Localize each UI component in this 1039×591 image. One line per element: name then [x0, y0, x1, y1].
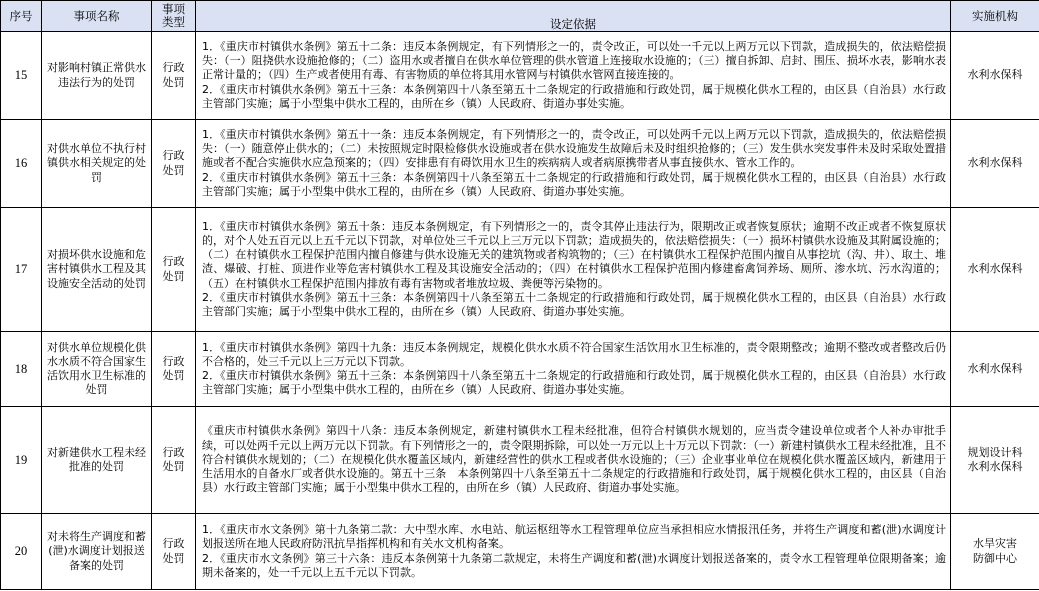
basis-paragraph: 2．《重庆市水文条例》第三十六条：违反本条例第十九条第二款规定，未将生产调度和蓄(泄)水调度计划报送备案的，责令水工程管理单位限期备案；逾期未备案的，处一千元以上五千元以下罚款。 — [202, 551, 946, 579]
row-item-type: 行政处罚 — [152, 120, 196, 208]
basis-paragraph: 《重庆市村镇供水条例》第四十八条：违反本条例规定，新建村镇供水工程未经批准，但符合村镇供水规划的，应当责令建设单位或者个人补办审批手续，可以处两千元以上两万元以下罚款。有下列情形之一的，责令限期拆除，可以处一万元以上十万元以下罚款：（一）新建村镇供水工程未经批准，且不符合村镇供水规划的；（二）在规模化供水覆盖区域内，新建经营性的供水工程或者供水设施的；（三）企业事业单位在规模化供水覆盖区域内，新建用于生活用水的自备水厂或者供水设施的。第五十三条 本条例第四十八条至第五十二条规定的行政措施和行政处罚，属于规模化供水工程的，由区县（自治县）水行政主管部门实施；属于小型集中供水工程的，由所在乡（镇）人民政府、街道办事处实施。 — [202, 424, 946, 495]
table-row — [1, 32, 1039, 120]
basis-paragraph: 1．《重庆市村镇供水条例》第五十条：违反本条例规定，有下列情形之一的，责令其停止违法行为，限期改正或者恢复原状；逾期不改正或者不恢复原状的，对个人处五百元以上五千元以下罚款，对单位处三千元以上三万元以下罚款；造成损失的，依法赔偿损失：（一）损坏村镇供水设施及其附属设施的；（二）在村镇供水工程保护范围内擅自修建与供水设施无关的建筑物或者构筑物的；（三）在村镇供水工程保护范围内擅自从事挖坑（沟、井）、取土、堆渣、爆破、打桩、顶进作业等危害村镇供水工程及其设施安全活动的；（四）在村镇供水工程保护范围内修建畜禽饲养场、厕所、渗水坑、污水沟道的；（五）在村镇供水工程保护范围内排放有毒有害物或者堆放垃圾、粪便等污染物的。 — [202, 219, 946, 290]
row-seq: 18 — [1, 332, 42, 407]
row-item-name: 对供水单位不执行村镇供水相关规定的处罚 — [42, 120, 152, 208]
row-basis — [196, 514, 951, 590]
row-agency: 水利水保科 — [951, 332, 1039, 407]
basis-paragraph: 1．《重庆市村镇供水条例》第五十二条：违反本条例规定，有下列情形之一的，责令改正，可以处一千元以上两万元以下罚款，造成损失的，依法赔偿损失：（一）阻挠供水设施抢修的；（二）盗用水或者擅自在供水单位管理的供水管道上连接取水设施的；（三）擅自拆卸、启封、围压、损坏水表，影响水表正常计量的；（四）生产或者使用有毒、有害物质的单位将其用水管网与村镇供水管网直接连接的。 — [202, 39, 946, 82]
table-row — [1, 208, 1039, 332]
basis-paragraph: 2．《重庆市村镇供水条例》第五十三条：本条例第四十八条至第五十二条规定的行政措施和行政处罚，属于规模化供水工程的，由区县（自治县）水行政主管部门实施；属于小型集中供水工程的，由所在乡（镇）人民政府、街道办事处实施。 — [202, 290, 946, 318]
header-seq: 序号 — [1, 1, 42, 32]
row-item-type: 行政处罚 — [152, 514, 196, 590]
row-basis — [196, 407, 951, 514]
row-item-name: 对损坏供水设施和危害村镇供水工程及其设施安全活动的处罚 — [42, 208, 152, 332]
row-basis — [196, 120, 951, 208]
basis-paragraph: 2．《重庆市村镇供水条例》第五十三条：本条例第四十八条至第五十二条规定的行政措施和行政处罚，属于规模化供水工程的，由区县（自治县）水行政主管部门实施；属于小型集中供水工程的，由所在乡（镇）人民政府、街道办事处实施。 — [202, 82, 946, 110]
row-seq: 17 — [1, 208, 42, 332]
table-row — [1, 120, 1039, 208]
row-item-type: 行政处罚 — [152, 208, 196, 332]
table-row — [1, 514, 1039, 590]
row-seq: 16 — [1, 120, 42, 208]
row-agency: 规划设计科 水利水保科 — [951, 407, 1039, 514]
basis-paragraph: 1．《重庆市村镇供水条例》第五十一条：违反本条例规定，有下列情形之一的，责令改正，可以处两千元以上两万元以下罚款，造成损失的，依法赔偿损失：（一）随意停止供水的；（二）未按照规定时限检修供水设施或者在供水设施发生故障后未及时组织抢修的；（三）发生供水突发事件未及时采取处置措施或者不配合实施供水应急预案的；（四）安排患有有碍饮用水卫生的疾病病人或者病原携带者从事直接供水、管水工作的。 — [202, 127, 946, 170]
basis-paragraph: 2．《重庆市村镇供水条例》第五十三条：本条例第四十八条至第五十二条规定的行政措施和行政处罚，属于规模化供水工程的，由区县（自治县）水行政主管部门实施；属于小型集中供水工程的，由所在乡（镇）人民政府、街道办事处实施。 — [202, 369, 946, 397]
row-item-type: 行政处罚 — [152, 32, 196, 120]
row-seq: 15 — [1, 32, 42, 120]
header-item-type: 事项类型 — [152, 1, 196, 32]
row-basis — [196, 332, 951, 407]
row-seq: 19 — [1, 407, 42, 514]
row-agency: 水利水保科 — [951, 208, 1039, 332]
row-item-type: 行政处罚 — [152, 332, 196, 407]
table-row — [1, 407, 1039, 514]
basis-paragraph: 2．《重庆市村镇供水条例》第五十三条：本条例第四十八条至第五十二条规定的行政措施和行政处罚，属于规模化供水工程的，由区县（自治县）水行政主管部门实施；属于小型集中供水工程的，由所在乡（镇）人民政府、街道办事处实施。 — [202, 170, 946, 198]
row-item-name: 对未将生产调度和蓄(泄)水调度计划报送备案的处罚 — [42, 514, 152, 590]
row-agency: 水利水保科 — [951, 32, 1039, 120]
basis-paragraph: 1．《重庆市水文条例》第十九条第二款：大中型水库、水电站、航运枢纽等水工程管理单位应当承担相应水情报汛任务，并将生产调度和蓄(泄)水调度计划报送所在地人民政府防汛抗旱指挥机构和有关水文机构备案。 — [202, 523, 946, 551]
header-agency: 实施机构 — [951, 1, 1039, 32]
row-basis — [196, 208, 951, 332]
row-agency: 水旱灾害 防御中心 — [951, 514, 1039, 590]
row-item-name: 对供水单位规模化供水水质不符合国家生活饮用水卫生标准的处罚 — [42, 332, 152, 407]
header-item-name: 事项名称 — [42, 1, 152, 32]
row-basis — [196, 32, 951, 120]
table-header-row — [1, 1, 1039, 32]
row-item-type: 行政处罚 — [152, 407, 196, 514]
row-item-name: 对影响村镇正常供水违法行为的处罚 — [42, 32, 152, 120]
table-row — [1, 332, 1039, 407]
row-seq: 20 — [1, 514, 42, 590]
header-basis: 设定依据 — [196, 1, 951, 32]
row-item-name: 对新建供水工程未经批准的处罚 — [42, 407, 152, 514]
basis-paragraph: 1．《重庆市村镇供水条例》第四十九条：违反本条例规定，规模化供水水质不符合国家生活饮用水卫生标准的，责令限期整改；逾期不整改或者整改后仍不合格的，处三千元以上三万元以下罚款。 — [202, 340, 946, 368]
row-agency: 水利水保科 — [951, 120, 1039, 208]
